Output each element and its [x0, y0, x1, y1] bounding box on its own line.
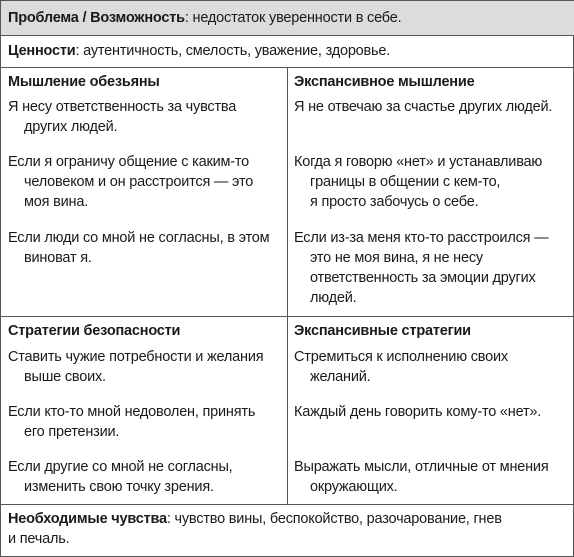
item-line: Я не отвечаю за счастье других людей.: [294, 99, 553, 115]
values-label: Ценности: [8, 43, 76, 59]
item-line: желаний.: [310, 369, 371, 385]
expansive-strategy-item: [294, 347, 572, 387]
item-line: выше своих.: [24, 369, 106, 385]
item-line: Если другие со мной не согласны,: [8, 459, 233, 475]
values-text: : аутентичность, смелость, уважение, здоровье.: [75, 43, 391, 59]
expansive-thinking-item: [294, 97, 572, 117]
divider: [1, 504, 574, 505]
item-line: окружающих.: [310, 479, 398, 495]
problem-label: Проблема / Возможность: [8, 10, 185, 26]
problem-text: : недостаток уверенности в себе.: [184, 10, 402, 26]
item-line: изменить свою точку зрения.: [24, 479, 214, 495]
item-line: Стремиться к исполнению своих: [294, 349, 508, 365]
item-line: Если из-за меня кто-то расстроился —: [294, 230, 549, 246]
item-line: Ставить чужие потребности и желания: [8, 349, 264, 365]
values-row: [1, 36, 574, 67]
column-divider: [287, 67, 288, 504]
item-line: ответственность за эмоции других: [310, 270, 536, 286]
monkey-thinking-item: [8, 228, 278, 268]
item-line: Каждый день говорить кому-то «нет».: [294, 404, 542, 420]
expansive-thinking-item: [294, 152, 572, 212]
expansive-thinking-item: [294, 228, 572, 308]
item-line: людей.: [310, 290, 357, 306]
expansive-strategy-item: [294, 457, 572, 497]
item-line: человеком и он расстроится — это: [24, 174, 254, 190]
item-line: Если люди со мной не согласны, в этом: [8, 230, 270, 246]
item-line: границы в общении с кем-то,: [310, 174, 501, 190]
item-line: Если кто-то мной недоволен, принять: [8, 404, 256, 420]
safety-strategy-item: [8, 347, 278, 387]
expansive-strategies-header: Экспансивные стратегии: [294, 323, 471, 339]
expansive-thinking-header: Экспансивное мышление: [294, 74, 475, 90]
monkey-thinking-header: Мышление обезьяны: [8, 74, 160, 90]
item-line: виноват я.: [24, 250, 92, 266]
feelings-text-line: : чувство вины, беспокойство, разочарование, гнев: [166, 511, 502, 527]
safety-strategy-item: [8, 457, 278, 497]
problem-row: [1, 1, 574, 35]
feelings-row: [1, 506, 574, 556]
item-line: его претензии.: [24, 424, 120, 440]
feelings-text-line: и печаль.: [8, 531, 70, 547]
monkey-thinking-item: [8, 152, 278, 212]
item-line: Выражать мысли, отличные от мнения: [294, 459, 549, 475]
item-line: другиx людей.: [24, 119, 118, 135]
item-line: Когда я говорю «нет» и устанавливаю: [294, 154, 543, 170]
item-line: Если я ограничу общение с каким-то: [8, 154, 250, 170]
safety-strategy-item: [8, 402, 278, 442]
feelings-label: Необходимые чувства: [8, 511, 167, 527]
monkey-thinking-item: [8, 97, 278, 137]
item-line: это не моя вина, я не несу: [310, 250, 483, 266]
item-line: я просто забочусь о себе.: [310, 194, 479, 210]
safety-strategies-header: Стратегии безопасности: [8, 323, 181, 339]
item-line: Я несу ответственность за чувства: [8, 99, 237, 115]
item-line: моя вина.: [24, 194, 89, 210]
expansive-strategy-item: [294, 402, 572, 422]
